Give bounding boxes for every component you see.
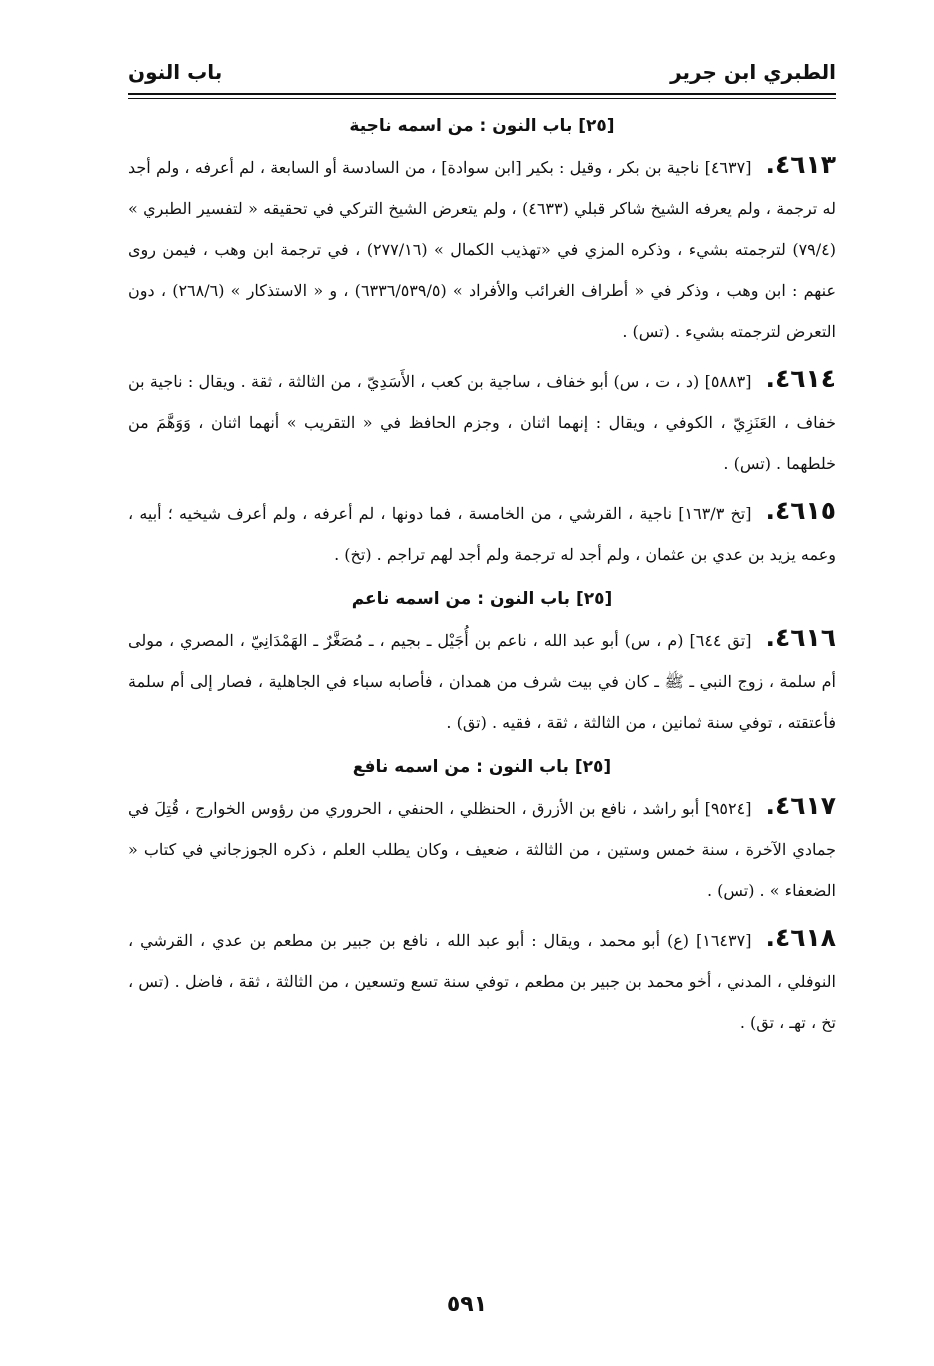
section-heading: [٢٥] باب النون : من اسمه ناجية (349, 116, 615, 136)
biography-entry (128, 144, 836, 352)
entry-number: ٤٦١٨. (765, 923, 836, 952)
entry-text: [تخ ١٦٣/٣] ناجية ، القرشي ، من الخامسة ، فما دونها ، لم أعرفه ، ولم أعرف شيخيه ؛ أبيه ، وعمه يزيد بن عدي بن عثمان ، ولم أجد له ترجمة ولم أجد لهم تراجم . (تخ) . (128, 504, 836, 564)
entry-text: [٤٦٣٧] ناجية بن بكر ، وقيل : بكير [ابن سوادة] ، من السادسة أو السابعة ، لم أعرفه ، ولم أجد له ترجمة ، ولم يعرفه الشيخ شاكر قبلي (٤٦٣٣) ، ولم يتعرض الشيخ التركي في تحقيقه « لتفسير الطبري » (٧٩/٤) لترجمته بشيء ، وذكره المزي في «تهذيب الكمال » (٢٧٧/١٦) ، في ترجمة ابن وهب ، فيمن روى عنهم : ابن وهب ، وذكر في « أطراف الغرائب والأفراد » (٦٣٣٦/٥٣٩/٥) ، و « الاستذكار » (٢٦٨/٦) ، دون التعرض لترجمته بشيء . (تس) . (128, 158, 836, 341)
biography-entry (128, 617, 836, 743)
header-rule-thin (128, 98, 836, 99)
section-heading: [٢٥] باب النون : من اسمه نافع (352, 757, 612, 777)
book-title: الطبري ابن جرير (670, 60, 836, 84)
running-header (128, 52, 836, 92)
biography-entry (128, 358, 836, 484)
entry-text: [١٦٤٣٧] (ع) أبو محمد ، ويقال : أبو عبد الله ، نافع بن جبير بن مطعم بن عدي ، القرشي ، النوفلي ، المدني ، أخو محمد بن جبير بن مطعم ، توفي سنة تسع وتسعين ، من الثالثة ، ثقة ، فاضل . (تس ، تخ ، تهـ ، تق) . (128, 931, 836, 1032)
header-rule (128, 93, 836, 95)
entry-number: ٤٦١٧. (765, 791, 836, 820)
entry-number: ٤٦١٣. (765, 150, 836, 179)
section-heading: [٢٥] باب النون : من اسمه ناعم (351, 589, 613, 609)
entry-number: ٤٦١٥. (765, 496, 837, 525)
page-content (128, 108, 836, 1306)
entry-text: [٥٨٨٣] (د ، ت ، س) أبو خفاف ، ساجية بن كعب ، الأَسَدِيّ ، من الثالثة ، ثقة . ويقال : ناجية بن خفاف ، العَنَزِيّ ، الكوفي ، ويقال : إنهما اثنان ، وجزم الحافظ في « التقريب » أنهما اثنان ، وَوَهَّمَ من خلطهما . (تس) . (128, 372, 837, 473)
entry-text: [تق ٦٤٤] (م ، س) أبو عبد الله ، ناعم بن أُجَيْل ـ بجيم ، ـ مُصَغَّرٌ ـ الهَمْدَانِيّ ، المصري ، مولى أم سلمة ، زوج النبي ـ ﷺ ـ كان في بيت شرف من همدان ، فأصابه سباء في الجاهلية ، فصار إلى أم سلمة فأعتقته ، توفي سنة ثمانين ، من الثالثة ، ثقة ، فقيه . (تق) . (128, 631, 836, 732)
entry-number: ٤٦١٤. (765, 364, 836, 393)
page-number: ٥٩١ (446, 1292, 488, 1317)
entry-text: [٩٥٢٤] أبو راشد ، نافع بن الأزرق ، الحنظلي ، الحنفي ، الحروري من رؤوس الخوارج ، قُتِلَ في جمادي الآخرة ، سنة خمس وستين ، من الثالثة ، ضعيف ، وكان يطلب العلم ، ذكره الجوزجاني في كتاب « الضعفاء » . (تس) . (128, 799, 836, 900)
biography-entry (128, 490, 836, 575)
entry-number: ٤٦١٦. (765, 623, 837, 652)
chapter-title: باب النون (128, 60, 223, 84)
biography-entry (128, 785, 836, 911)
biography-entry (128, 917, 836, 1043)
